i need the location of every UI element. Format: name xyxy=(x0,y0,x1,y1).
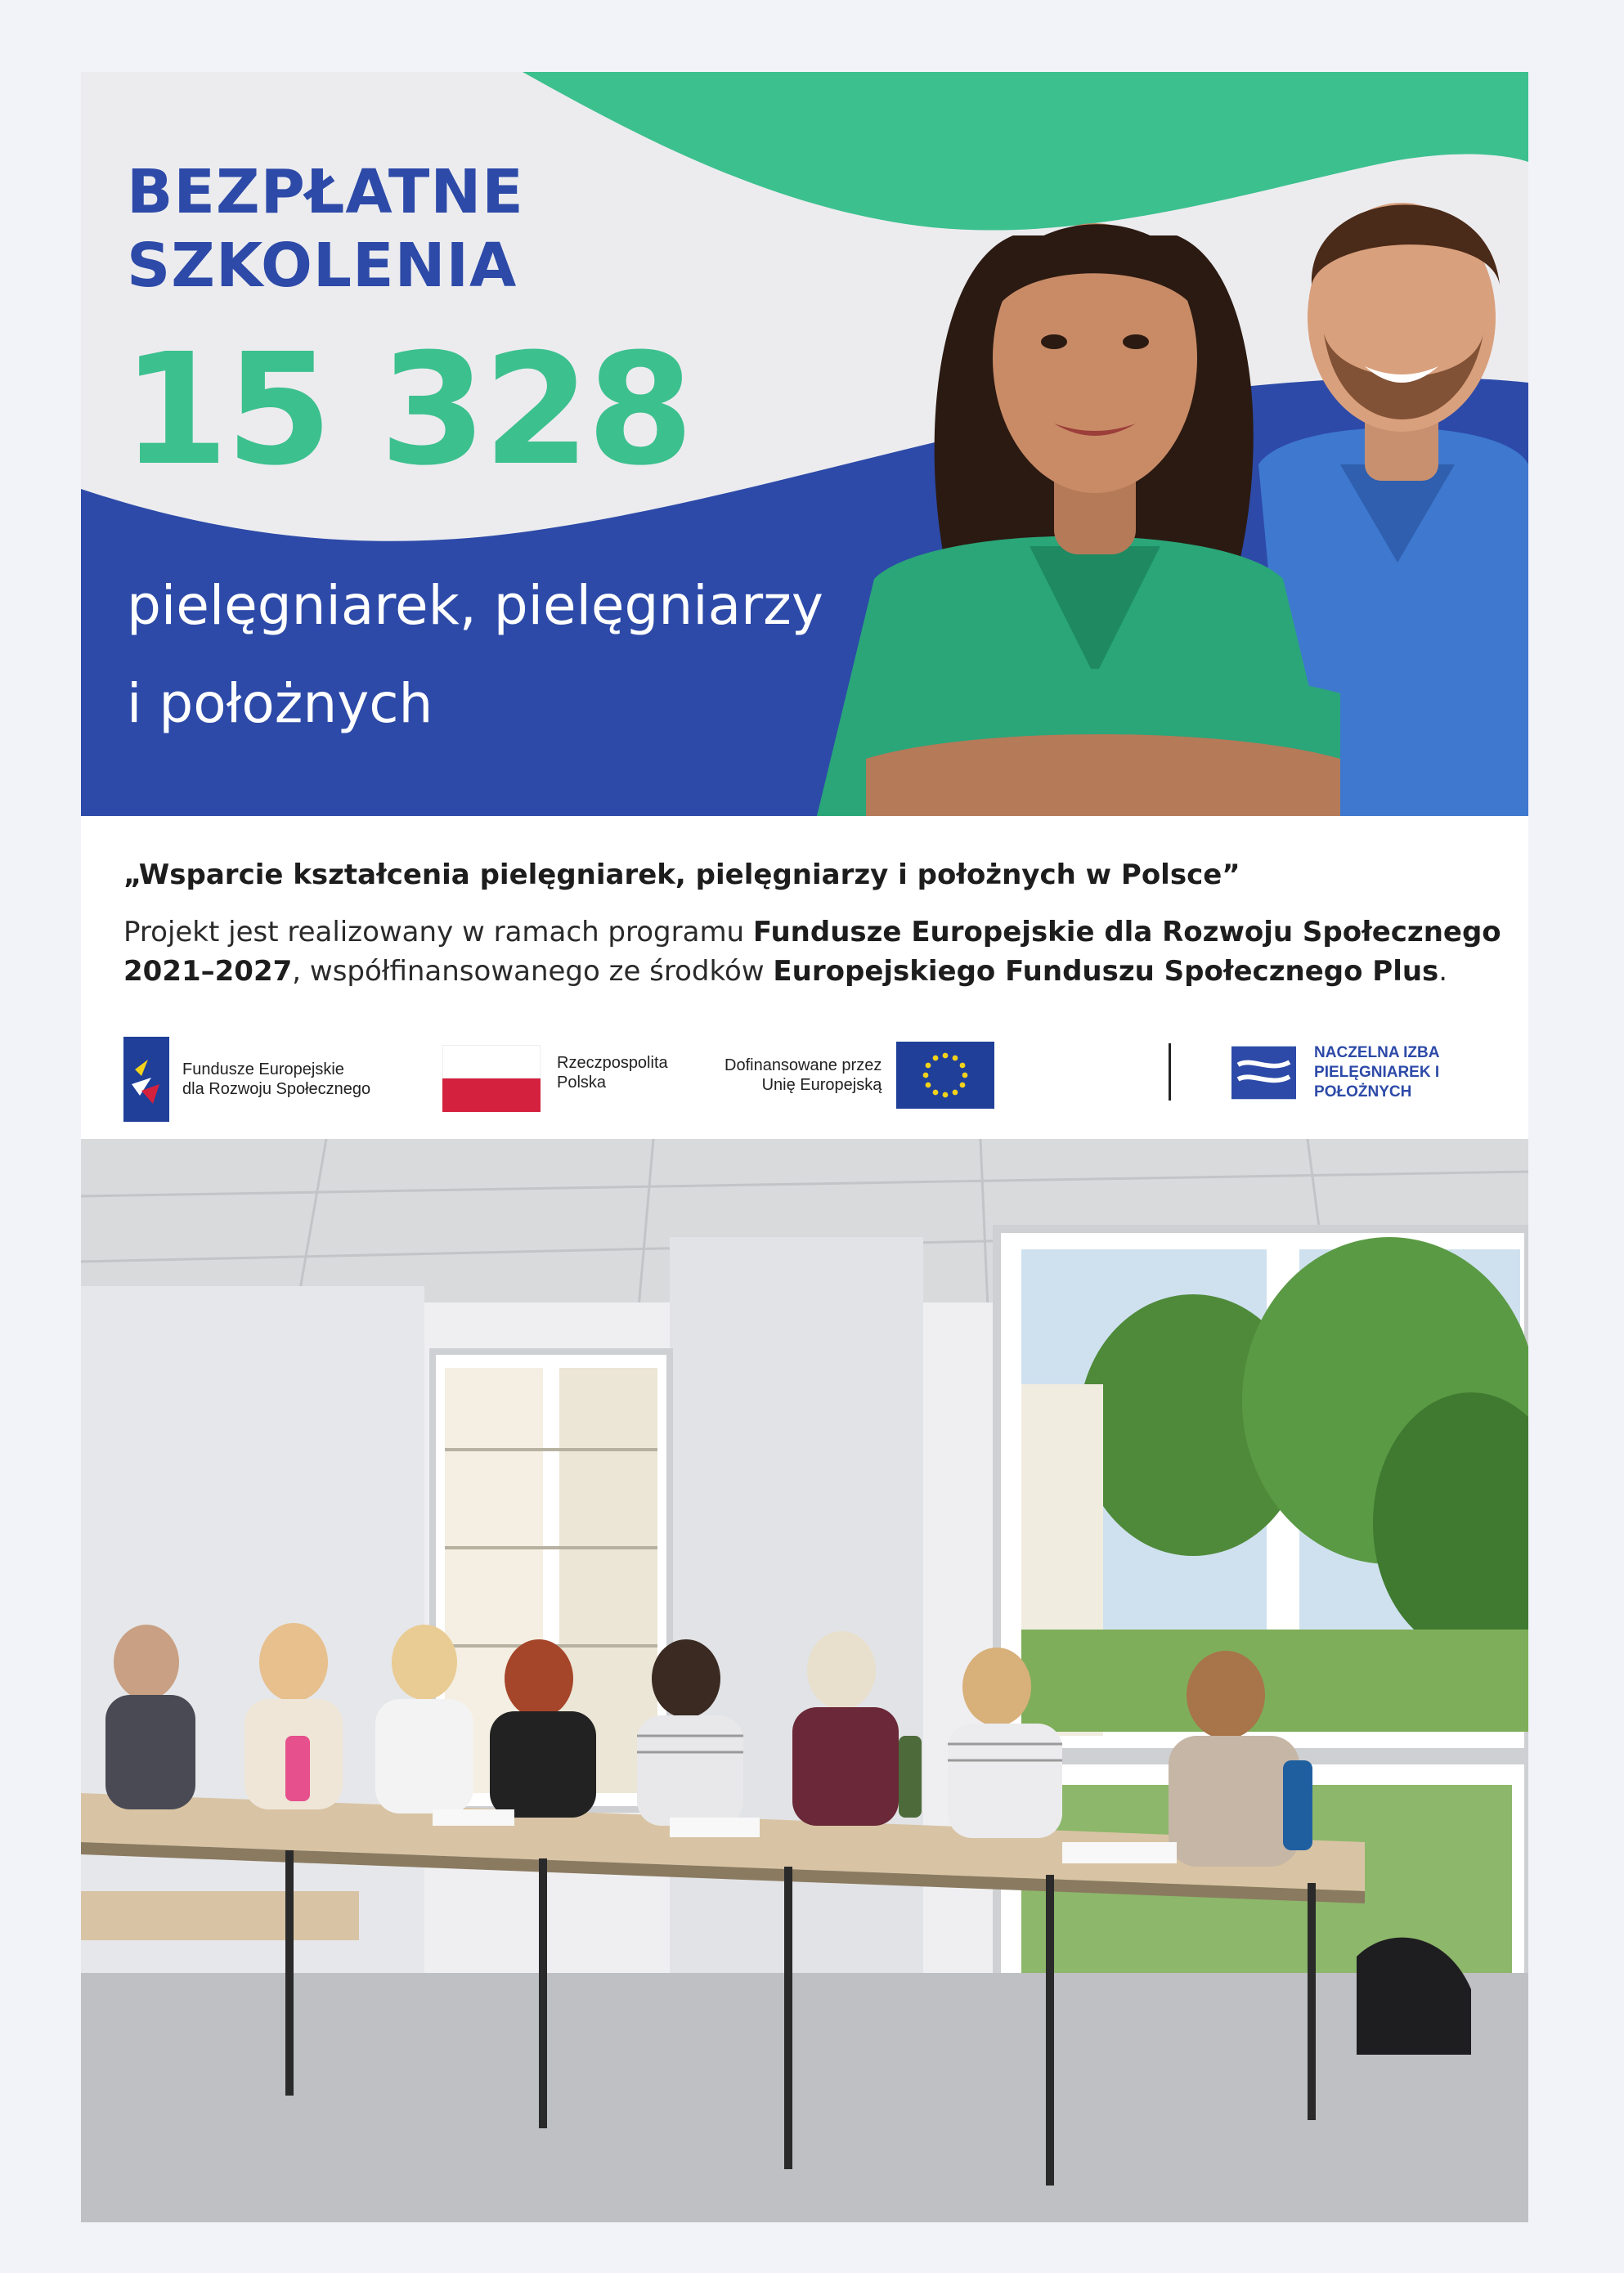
nipip-logo-text: NACZELNA IZBA PIELĘGNIAREK I POŁOŻNYCH xyxy=(1314,1044,1440,1101)
project-info xyxy=(81,816,1528,1139)
fers-logo xyxy=(123,1037,370,1122)
project-description xyxy=(123,912,1514,991)
headline-line-2: SZKOLENIA xyxy=(127,231,518,301)
desc-text-3: . xyxy=(1438,955,1448,988)
classroom-illustration xyxy=(81,1139,1528,2222)
subtitle-line-1: pielęgniarek, pielęgniarzy xyxy=(127,574,823,637)
fund-name: Europejskiego Funduszu Społecznego Plus xyxy=(773,955,1439,988)
desc-text-2: , współfinansowanego ze środków xyxy=(292,955,774,988)
rp-logo xyxy=(442,1045,668,1112)
classroom-photo xyxy=(81,1139,1528,2222)
subtitle-line-2: i położnych xyxy=(127,672,433,735)
logo-divider xyxy=(1169,1043,1171,1101)
polish-flag-icon xyxy=(442,1045,541,1112)
nipip-logo-icon xyxy=(1231,1040,1296,1105)
program-name: Fundusze Europejskie dla Rozwoju Społecznego 2021–2027 xyxy=(123,916,1501,988)
female-nurse-figure xyxy=(817,223,1340,816)
eu-logo xyxy=(725,1042,994,1109)
eu-flag-icon xyxy=(896,1042,994,1109)
fers-logo-icon xyxy=(123,1037,169,1122)
eu-logo-text: Dofinansowane przez Unię Europejską xyxy=(725,1056,882,1094)
nipip-logo xyxy=(1231,1040,1497,1105)
hero-banner xyxy=(81,72,1528,816)
rp-logo-text: Rzeczpospolita Polska xyxy=(557,1054,668,1092)
desc-text-1: Projekt jest realizowany w ramach programu xyxy=(123,916,753,948)
nurses-photo xyxy=(768,121,1528,816)
project-title: „Wsparcie kształcenia pielęgniarek, pielęgniarzy i położnych w Polsce” xyxy=(123,859,1240,891)
headline-line-1: BEZPŁATNE xyxy=(127,157,524,227)
funding-logos-strip xyxy=(123,1030,1497,1112)
fers-logo-text: Fundusze Europejskie dla Rozwoju Społecznego xyxy=(182,1060,371,1098)
poster-card xyxy=(81,72,1528,2222)
trainee-count: 15 328 xyxy=(122,321,691,500)
